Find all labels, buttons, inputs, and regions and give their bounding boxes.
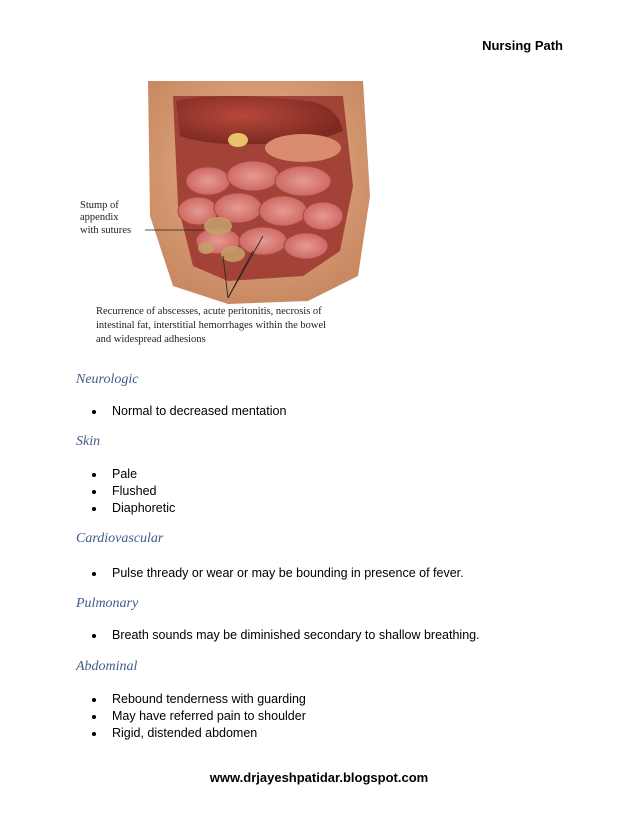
list-item: Diaphoretic <box>92 500 175 517</box>
section-heading-skin: Skin <box>76 434 101 449</box>
pulmonary-list <box>92 627 480 644</box>
figure-label-line: Stump of <box>80 200 119 211</box>
abdominal-list <box>92 691 306 742</box>
abdomen-drawing <box>78 76 380 356</box>
list-item: Pale <box>92 466 175 483</box>
figure-side-label <box>80 200 131 236</box>
neurologic-list <box>92 403 286 420</box>
figure-label-line: appendix <box>80 212 119 223</box>
section-heading-cardiovascular: Cardiovascular <box>76 531 164 546</box>
figure-caption-line: and widespread adhesions <box>96 334 206 345</box>
figure-caption-line: intestinal fat, interstitial hemorrhages within the bowel <box>96 320 327 331</box>
figure-caption-line: Recurrence of abscesses, acute peritonitis, necrosis of <box>96 306 322 317</box>
page-header-title: Nursing Path <box>482 38 563 53</box>
list-item: Pulse thready or wear or may be bounding in presence of fever. <box>92 565 464 582</box>
abdomen-illustration <box>78 76 380 356</box>
footer-url: www.drjayeshpatidar.blogspot.com <box>209 770 429 785</box>
figure-label-line: with sutures <box>80 225 132 236</box>
list-item: Rigid, distended abdomen <box>92 725 306 742</box>
list-item: Flushed <box>92 483 175 500</box>
figure-caption <box>96 306 326 345</box>
list-item: May have referred pain to shoulder <box>92 708 306 725</box>
section-heading-abdominal: Abdominal <box>76 659 138 674</box>
list-item: Rebound tenderness with guarding <box>92 691 306 708</box>
section-heading-pulmonary: Pulmonary <box>76 596 139 611</box>
cardiovascular-list <box>92 565 464 582</box>
list-item: Breath sounds may be diminished secondary to shallow breathing. <box>92 627 480 644</box>
section-heading-neurologic: Neurologic <box>76 372 139 387</box>
list-item: Normal to decreased mentation <box>92 403 286 420</box>
skin-list <box>92 466 175 517</box>
